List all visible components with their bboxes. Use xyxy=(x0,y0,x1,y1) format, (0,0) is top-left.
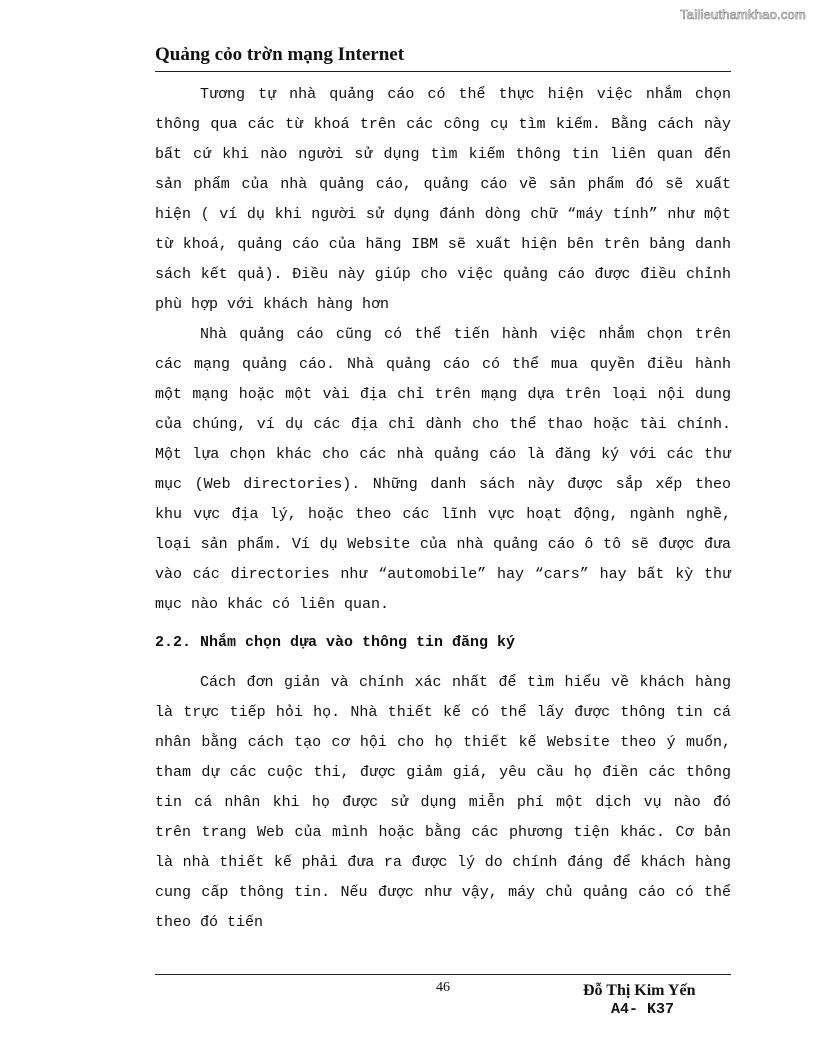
header-divider xyxy=(155,71,731,72)
footer-class-code: A4- K37 xyxy=(611,1001,675,1018)
footer-author: Đỗ Thị Kim Yến xyxy=(583,982,696,999)
section-heading: 2.2. Nhắm chọn dựa vào thông tin đăng ký xyxy=(155,634,516,651)
body-paragraph: Nhà quảng cáo cũng có thể tiến hành việc nhắm chọn trên các mạng quảng cáo. Nhà quảng cáo có thể mua quyền điều hành một mạng hoặc một vài địa chỉ trên mạng dựa trên loại nội dung của chúng, ví dụ các địa chỉ dành cho thể thao hoặc tài chính. Một lựa chọn khác cho các nhà quảng cáo là đăng ký với các thư mục (Web directories). Những danh sách này được sắp xếp theo khu vực địa lý, hoặc theo các lĩnh vực hoạt động, ngành nghề, loại sản phẩm. Ví dụ Website của nhà quảng cáo ô tô sẽ được đưa vào các directories như “automobile” hay “cars” hay bất kỳ thư mục nào khác có liên quan. xyxy=(155,326,731,613)
footer-divider xyxy=(155,974,731,975)
body-paragraph: Cách đơn giản và chính xác nhất để tìm hiểu về khách hàng là trực tiếp hỏi họ. Nhà thiết kế có thể lấy được thông tin cá nhân bằng cách tạo cơ hội cho họ thiết kế Website theo ý muốn, tham dự các cuộc thi, được giảm giá, yêu cầu họ điền các thông tin cá nhân khi họ được sử dụng miễn phí một dịch vụ nào đó trên trang Web của mình hoặc bằng các phương tiện khác. Cơ bản là nhà thiết kế phải đưa ra được lý do chính đáng để khách hàng cung cấp thông tin. Nếu được như vậy, máy chủ quảng cáo có thể theo đó tiến xyxy=(155,674,731,931)
document-body xyxy=(155,80,731,938)
watermark: Tailieuthamkhao.com xyxy=(680,7,806,22)
body-paragraph: Tương tự nhà quảng cáo có thể thực hiện việc nhắm chọn thông qua các từ khoá trên các công cụ tìm kiếm. Bằng cách này bất cứ khi nào người sử dụng tìm kiếm thông tin liên quan đến sản phẩm của nhà quảng cáo, quảng cáo về sản phẩm đó sẽ xuất hiện ( ví dụ khi người sử dụng đánh dòng chữ “máy tính” như một từ khoá, quảng cáo của hãng IBM sẽ xuất hiện bên trên bảng danh sách kết quả). Điều này giúp cho việc quảng cáo được điều chỉnh phù hợp với khách hàng hơn xyxy=(155,86,731,313)
page-number: 46 xyxy=(436,980,450,995)
page-header-title: Quảng cỏo trờn mạng Internet xyxy=(155,44,405,65)
